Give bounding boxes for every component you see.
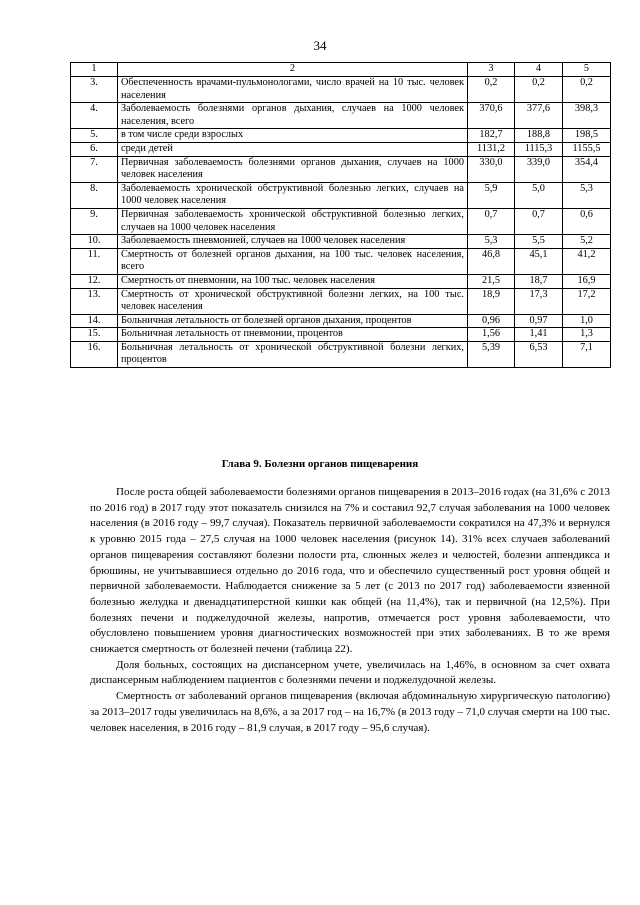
column-header: 4 — [515, 63, 563, 77]
table-row — [71, 103, 611, 129]
value-cell-col4: 45,1 — [515, 248, 563, 274]
value-cell-col5: 1155,5 — [563, 142, 611, 156]
value-cell-col5: 7,1 — [563, 341, 611, 367]
row-number-cell: 16. — [71, 341, 118, 367]
table-row — [71, 248, 611, 274]
value-cell-col4: 1,41 — [515, 328, 563, 342]
chapter-title: Глава 9. Болезни органов пищеварения — [221, 458, 419, 470]
value-cell-col4: 339,0 — [515, 156, 563, 182]
value-cell-col4: 17,3 — [515, 288, 563, 314]
indicator-cell: Смертность от хронической обструктивной болезни легких, на 100 тыс. человек населения — [118, 288, 468, 314]
value-cell-col5: 398,3 — [563, 103, 611, 129]
row-number-cell: 8. — [71, 182, 118, 208]
column-header: 3 — [468, 63, 515, 77]
table-row — [71, 328, 611, 342]
table-body — [71, 77, 611, 368]
value-cell-col4: 6,53 — [515, 341, 563, 367]
value-cell-col3: 21,5 — [468, 274, 515, 288]
value-cell-col3: 182,7 — [468, 129, 515, 143]
value-cell-col4: 1115,3 — [515, 142, 563, 156]
indicator-cell: Смертность от болезней органов дыхания, на 100 тыс. человек населения, всего — [118, 248, 468, 274]
value-cell-col5: 5,3 — [563, 182, 611, 208]
value-cell-col5: 17,2 — [563, 288, 611, 314]
statistics-table — [70, 62, 611, 368]
indicator-cell: Больничная летальность от хронической обструктивной болезни легких, процентов — [118, 341, 468, 367]
indicator-cell: среди детей — [118, 142, 468, 156]
table-row — [71, 156, 611, 182]
value-cell-col3: 5,39 — [468, 341, 515, 367]
value-cell-col3: 0,2 — [468, 77, 515, 103]
value-cell-col4: 5,5 — [515, 235, 563, 249]
table-header-row — [71, 63, 611, 77]
indicator-cell: Заболеваемость болезнями органов дыхания, случаев на 1000 человек населения, всего — [118, 103, 468, 129]
indicator-cell: Первичная заболеваемость хронической обструктивной болезнью легких, случаев на 1000 человек населения — [118, 208, 468, 234]
indicator-cell: Больничная летальность от пневмонии, процентов — [118, 328, 468, 342]
value-cell-col4: 0,97 — [515, 314, 563, 328]
value-cell-col3: 1131,2 — [468, 142, 515, 156]
value-cell-col5: 41,2 — [563, 248, 611, 274]
row-number-cell: 14. — [71, 314, 118, 328]
value-cell-col4: 18,7 — [515, 274, 563, 288]
page-number: 34 — [313, 38, 327, 53]
row-number-cell: 4. — [71, 103, 118, 129]
value-cell-col4: 188,8 — [515, 129, 563, 143]
value-cell-col4: 0,7 — [515, 208, 563, 234]
table-row — [71, 129, 611, 143]
value-cell-col3: 0,96 — [468, 314, 515, 328]
value-cell-col5: 198,5 — [563, 129, 611, 143]
indicator-cell: Больничная летальность от болезней органов дыхания, процентов — [118, 314, 468, 328]
value-cell-col3: 1,56 — [468, 328, 515, 342]
value-cell-col5: 5,2 — [563, 235, 611, 249]
value-cell-col5: 0,2 — [563, 77, 611, 103]
row-number-cell: 11. — [71, 248, 118, 274]
row-number-cell: 7. — [71, 156, 118, 182]
row-number-cell: 15. — [71, 328, 118, 342]
value-cell-col4: 0,2 — [515, 77, 563, 103]
column-header: 2 — [118, 63, 468, 77]
row-number-cell: 3. — [71, 77, 118, 103]
table-row — [71, 182, 611, 208]
value-cell-col5: 1,3 — [563, 328, 611, 342]
value-cell-col4: 5,0 — [515, 182, 563, 208]
column-header: 5 — [563, 63, 611, 77]
value-cell-col4: 377,6 — [515, 103, 563, 129]
table-row — [71, 77, 611, 103]
row-number-cell: 5. — [71, 129, 118, 143]
row-number-cell: 6. — [71, 142, 118, 156]
table-row — [71, 314, 611, 328]
value-cell-col3: 5,9 — [468, 182, 515, 208]
row-number-cell: 13. — [71, 288, 118, 314]
value-cell-col3: 330,0 — [468, 156, 515, 182]
indicator-cell: в том числе среди взрослых — [118, 129, 468, 143]
value-cell-col3: 370,6 — [468, 103, 515, 129]
indicator-cell: Обеспеченность врачами-пульмонологами, число врачей на 10 тыс. человек населения — [118, 77, 468, 103]
row-number-cell: 9. — [71, 208, 118, 234]
table-row — [71, 341, 611, 367]
table-row — [71, 274, 611, 288]
paragraph: После роста общей заболеваемости болезнями органов пищеварения в 2013–2016 годах (на 31,6% с 2013 по 2016 год) в 2017 году этот показатель снизился на 7% и составил 92,7 случая заболевания на 1000 человек населения (в 2016 году – 99,7 случая). Показатель первичной заболеваемости сократился на 47,3% и вернулся к уровню 2015 года – 27,5 случая на 1000 человек населения (рисунок 14). 31% всех случаев заболеваний органов пищеварения составляют болезни полости рта, слюнных желез и челюстей, болезни аппендикса и брюшины, не учитывавшиеся отдельно до 2016 года, что и обеспечило существенный рост уровня общей и первичной заболеваемости. Наблюдается снижение за 5 лет (с 2013 по 2017 год) заболеваемости язвенной болезнью желудка и двенадцатиперстной кишки как общей (на 11,4%), так и первичной (на 12,5%). При болезнях печени и поджелудочной железы, напротив, отмечается рост уровня заболеваемости, что обусловлено повышением уровня диагностических возможностей при этих заболеваниях. В то же время снижается смертность от болезней печени (таблица 22). — [90, 486, 610, 656]
indicator-cell: Заболеваемость пневмонией, случаев на 1000 человек населения — [118, 235, 468, 249]
value-cell-col3: 5,3 — [468, 235, 515, 249]
paragraph: Доля больных, состоящих на диспансерном учете, увеличилась на 1,46%, в основном за счет охвата диспансерным наблюдением пациентов с болезнями печени и поджелудочной железы. — [90, 658, 610, 687]
indicator-cell: Заболеваемость хронической обструктивной болезнью легких, случаев на 1000 человек населения — [118, 182, 468, 208]
column-header: 1 — [71, 63, 118, 77]
body-text — [90, 485, 610, 736]
value-cell-col3: 18,9 — [468, 288, 515, 314]
table-row — [71, 208, 611, 234]
indicator-cell: Первичная заболеваемость болезнями органов дыхания, случаев на 1000 человек населения — [118, 156, 468, 182]
indicator-cell: Смертность от пневмонии, на 100 тыс. человек населения — [118, 274, 468, 288]
value-cell-col5: 16,9 — [563, 274, 611, 288]
row-number-cell: 12. — [71, 274, 118, 288]
table-row — [71, 235, 611, 249]
value-cell-col5: 0,6 — [563, 208, 611, 234]
value-cell-col5: 1,0 — [563, 314, 611, 328]
table-row — [71, 288, 611, 314]
table-row — [71, 142, 611, 156]
value-cell-col3: 0,7 — [468, 208, 515, 234]
paragraph: Смертность от заболеваний органов пищеварения (включая абдоминальную хирургическую патологию) за 2013–2017 годы увеличилась на 8,6%, а за 2017 год – на 16,7% (в 2013 году – 71,0 случая смерти на 100 тыс. человек населения, в 2016 году – 81,9 случая, в 2017 году – 95,6 случая). — [90, 690, 610, 734]
value-cell-col3: 46,8 — [468, 248, 515, 274]
row-number-cell: 10. — [71, 235, 118, 249]
value-cell-col5: 354,4 — [563, 156, 611, 182]
